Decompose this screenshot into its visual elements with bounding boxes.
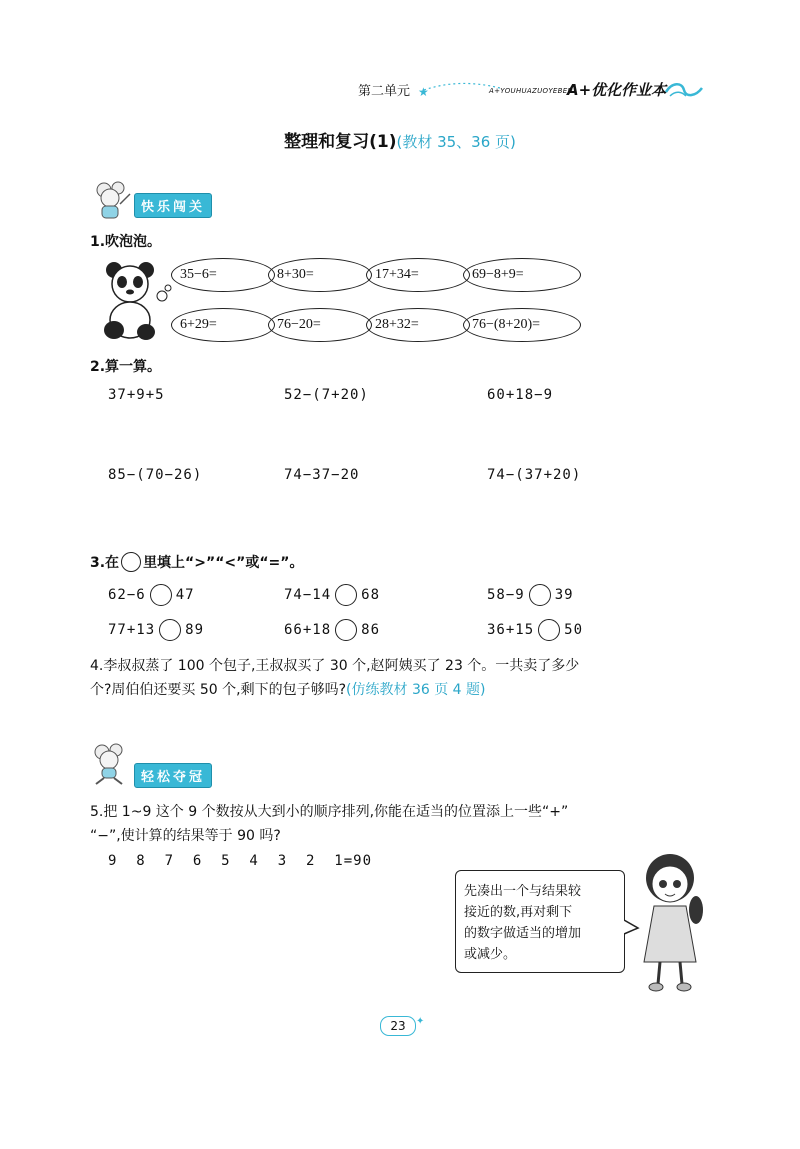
title-main: 整理和复习(1) [284, 132, 397, 152]
calc-expression: 74−(37+20) [487, 467, 582, 483]
svg-text:★: ★ [418, 85, 429, 99]
q4-line1: 4.李叔叔蒸了 100 个包子,王叔叔买了 30 个,赵阿姨买了 23 个。一共卖了多少 [90, 658, 580, 674]
q5-line1: 5.把 1~9 这个 9 个数按从大到小的顺序排列,你能在适当的位置添上一些“+” [90, 804, 569, 820]
page-title [0, 127, 800, 152]
tip-line: 的数字做适当的增加 [464, 926, 582, 941]
compare-item [284, 584, 380, 606]
compare-right: 47 [175, 587, 195, 603]
compare-left: 77+13 [108, 622, 156, 638]
compare-right: 89 [185, 622, 205, 638]
page-number: 23 [380, 1016, 416, 1036]
bubble-expression[interactable]: 8+30= [268, 258, 372, 292]
star-icon: ✦ [416, 1016, 425, 1027]
compare-left: 66+18 [284, 622, 332, 638]
compare-right: 39 [554, 587, 574, 603]
unit-label: 第二单元 [358, 84, 411, 99]
q5-line2: “−”,使计算的结果等于 90 吗? [90, 828, 281, 844]
calc-expression: 74−37−20 [284, 467, 360, 483]
compare-left: 74−14 [284, 587, 332, 603]
q2-title: 2.算一算。 [90, 359, 162, 375]
q5-sequence: 9 8 7 6 5 4 3 2 1=90 [108, 853, 373, 869]
q4-hint: (仿练教材 36 页 4 题) [346, 682, 486, 698]
compare-circle-input[interactable] [335, 619, 357, 641]
q5-question [90, 800, 730, 848]
mouse-runner-icon [88, 740, 134, 786]
compare-item [284, 619, 380, 641]
q3-title [90, 552, 303, 572]
bubble-expression[interactable]: 6+29= [171, 308, 275, 342]
bubble-expression[interactable]: 69−8+9= [463, 258, 581, 292]
q3-title-suffix: 里填上“>”“<”或“=”。 [143, 555, 304, 571]
bubble-expression[interactable]: 28+32= [366, 308, 470, 342]
tip-line: 或减少。 [464, 947, 517, 962]
compare-item [487, 619, 583, 641]
compare-left: 36+15 [487, 622, 535, 638]
title-reference: (教材 35、36 页) [396, 133, 516, 151]
compare-item [108, 619, 204, 641]
q4-line2: 个?周伯伯还要买 50 个,剩下的包子够吗? [90, 682, 347, 698]
calc-expression: 52−(7+20) [284, 387, 369, 403]
q3-title-prefix: 3.在 [90, 555, 120, 571]
tip-line: 先凑出一个与结果较 [464, 884, 582, 899]
bubble-expression[interactable]: 17+34= [366, 258, 470, 292]
hint-speech-box [455, 870, 625, 973]
compare-circle-icon [121, 552, 141, 572]
compare-right: 86 [361, 622, 381, 638]
brand-logo-text: A+优化作业本 [567, 81, 667, 99]
section-badge-happy: 快乐闯关 [134, 193, 212, 218]
calc-expression: 37+9+5 [108, 387, 165, 403]
compare-left: 62−6 [108, 587, 146, 603]
q4-question [90, 654, 730, 702]
q1-title: 1.吹泡泡。 [90, 234, 162, 250]
wave-logo-icon [664, 80, 704, 102]
tip-line: 接近的数,再对剩下 [464, 905, 573, 920]
compare-circle-input[interactable] [335, 584, 357, 606]
brand-pinyin: A+YOUHUAZUOYEBEN [489, 87, 574, 95]
compare-circle-input[interactable] [159, 619, 181, 641]
compare-right: 68 [361, 587, 381, 603]
compare-item [487, 584, 574, 606]
compare-circle-input[interactable] [529, 584, 551, 606]
panda-icon [100, 260, 172, 342]
girl-character-icon [630, 850, 710, 995]
compare-right: 50 [564, 622, 584, 638]
calc-expression: 85−(70−26) [108, 467, 203, 483]
calc-expression: 60+18−9 [487, 387, 554, 403]
compare-circle-input[interactable] [538, 619, 560, 641]
mouse-mascot-icon [88, 178, 134, 222]
compare-item [108, 584, 195, 606]
bubble-expression[interactable]: 35−6= [171, 258, 275, 292]
compare-circle-input[interactable] [150, 584, 172, 606]
compare-left: 58−9 [487, 587, 525, 603]
section-badge-champion: 轻松夺冠 [134, 763, 212, 788]
bubble-expression[interactable]: 76−(8+20)= [463, 308, 581, 342]
bubble-expression[interactable]: 76−20= [268, 308, 372, 342]
